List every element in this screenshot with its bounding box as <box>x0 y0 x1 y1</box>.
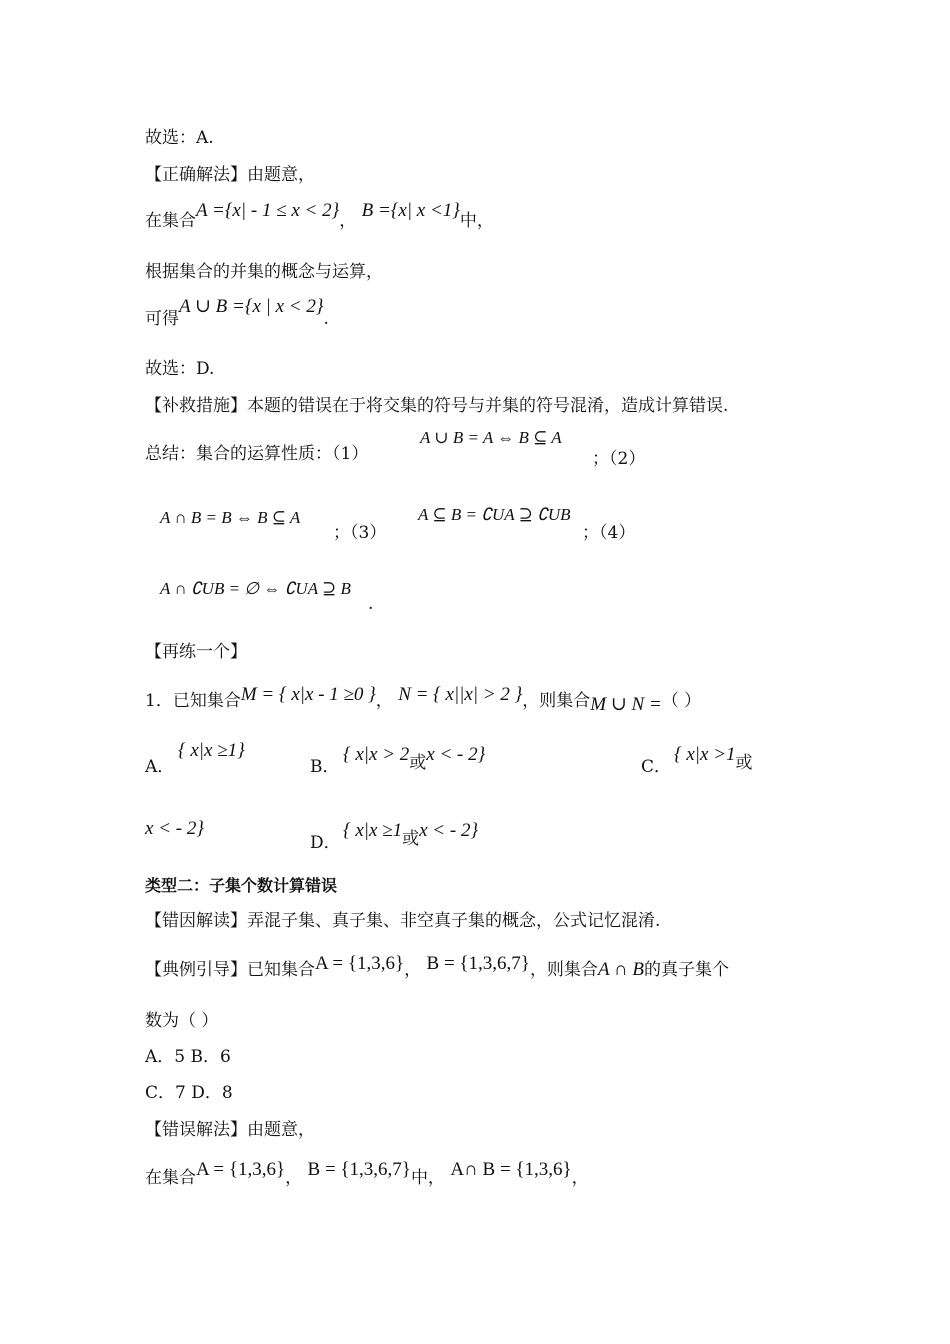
line-wrong-method: 【错误解法】由题意， <box>145 1120 315 1140</box>
text: 【典例引导】已知集合 <box>145 960 315 980</box>
text: 1．已知集合 <box>145 691 241 711</box>
section-heading: 类型二：子集个数计算错误 <box>145 876 338 895</box>
text: 的真子集个 <box>644 960 730 980</box>
text: ；（4） <box>582 523 636 543</box>
math-intersection: A ∩ B <box>597 959 645 980</box>
text: 总结：集合的运算性质：（1） <box>145 444 369 464</box>
math: { x|x > 2 <box>343 744 410 765</box>
line-error-cause: 【错因解读】弄混子集、真子集、非空真子集的概念，公式记忆混淆. <box>145 911 661 931</box>
line-result <box>145 296 329 330</box>
math: x < - 2} <box>426 744 486 765</box>
line-remedy: 【补救措施】本题的错误在于将交集的符号与并集的符号混淆，造成计算错误. <box>145 396 729 416</box>
line-sets-ab-2 <box>145 1159 589 1189</box>
text: 或 <box>409 753 427 773</box>
text: 或 <box>735 753 753 773</box>
option-a-label: A． <box>145 757 175 777</box>
line-practice: 【再练一个】 <box>145 642 247 662</box>
text: ， <box>285 1168 303 1188</box>
question-1 <box>145 684 702 715</box>
text: ， <box>339 211 357 231</box>
math-set-m: M = { x|x - 1 ≥0 } <box>240 684 376 705</box>
line-conclusion-a: 故选：A. <box>145 128 214 148</box>
math-set-a3: A = {1,3,6} <box>196 1159 286 1180</box>
math-intersection-2: A∩ B = {1,3,6} <box>450 1159 572 1180</box>
text: ；（2） <box>592 449 646 469</box>
option-c-label: C． <box>641 757 672 777</box>
option-d-label: D． <box>310 833 341 853</box>
text: 中， <box>410 1168 445 1188</box>
text: ，则集合 <box>529 960 598 980</box>
option-b-label: B． <box>310 757 340 777</box>
text: 在集合 <box>145 211 196 231</box>
line-conclusion-d: 故选：D. <box>145 359 215 379</box>
math-set-b: B ={x| x <1} <box>361 200 460 221</box>
math: x < - 2} <box>419 820 479 841</box>
text: ，则集合 <box>522 691 591 711</box>
text: 可得 <box>145 309 179 329</box>
text: ， <box>375 691 393 711</box>
text: 中， <box>459 211 494 231</box>
options-ab: A．5 B．6 <box>145 1047 231 1067</box>
line-count: 数为（ ） <box>145 1011 219 1031</box>
math: { x|x ≥1 <box>343 820 403 841</box>
line-sets-ab <box>145 200 494 232</box>
text: ， <box>571 1168 589 1188</box>
math-set-b2: B = {1,3,6,7} <box>426 953 530 974</box>
line-summary <box>145 443 368 465</box>
text: . <box>323 309 329 329</box>
text: 在集合 <box>145 1168 196 1188</box>
option-a: { x|x ≥1} <box>178 740 245 761</box>
option-c-cont: x < - 2} <box>145 818 204 839</box>
text: 或 <box>402 829 420 849</box>
math: { x|x >1 <box>674 744 736 765</box>
line-union-concept: 根据集合的并集的概念与运算， <box>145 262 383 282</box>
option-b <box>343 740 486 773</box>
text: ， <box>404 960 422 980</box>
text: ；（3） <box>333 523 387 543</box>
line-correct-method: 【正确解法】由题意， <box>145 165 315 185</box>
math-property-4: A ∩ ∁UB = ∅ ⇔ ∁UA ⊇ B <box>160 579 351 598</box>
math-set-a2: A = {1,3,6} <box>315 953 405 974</box>
text: （ ） <box>661 691 702 711</box>
option-d <box>343 816 479 849</box>
math-property-2: A ∩ B = B ⇔ B ⊆ A <box>160 508 301 527</box>
options-cd: C．7 D．8 <box>145 1083 233 1103</box>
math-union: A ∪ B ={x | x < 2} <box>179 296 324 317</box>
math-set-n: N = { x||x| > 2 } <box>398 684 523 705</box>
math-set-a: A ={x| - 1 ≤ x < 2} <box>196 200 340 221</box>
math-property-3: A ⊆ B = ∁UA ⊇ ∁UB <box>418 505 571 524</box>
math-property-1: A ∪ B = A ⇔ B ⊆ A <box>420 428 562 447</box>
math-set-b3: B = {1,3,6,7} <box>307 1159 411 1180</box>
text: . <box>368 594 374 614</box>
math-m-union-n: M ∪ N = <box>590 694 662 715</box>
line-example <box>145 953 730 981</box>
option-c <box>674 740 753 773</box>
